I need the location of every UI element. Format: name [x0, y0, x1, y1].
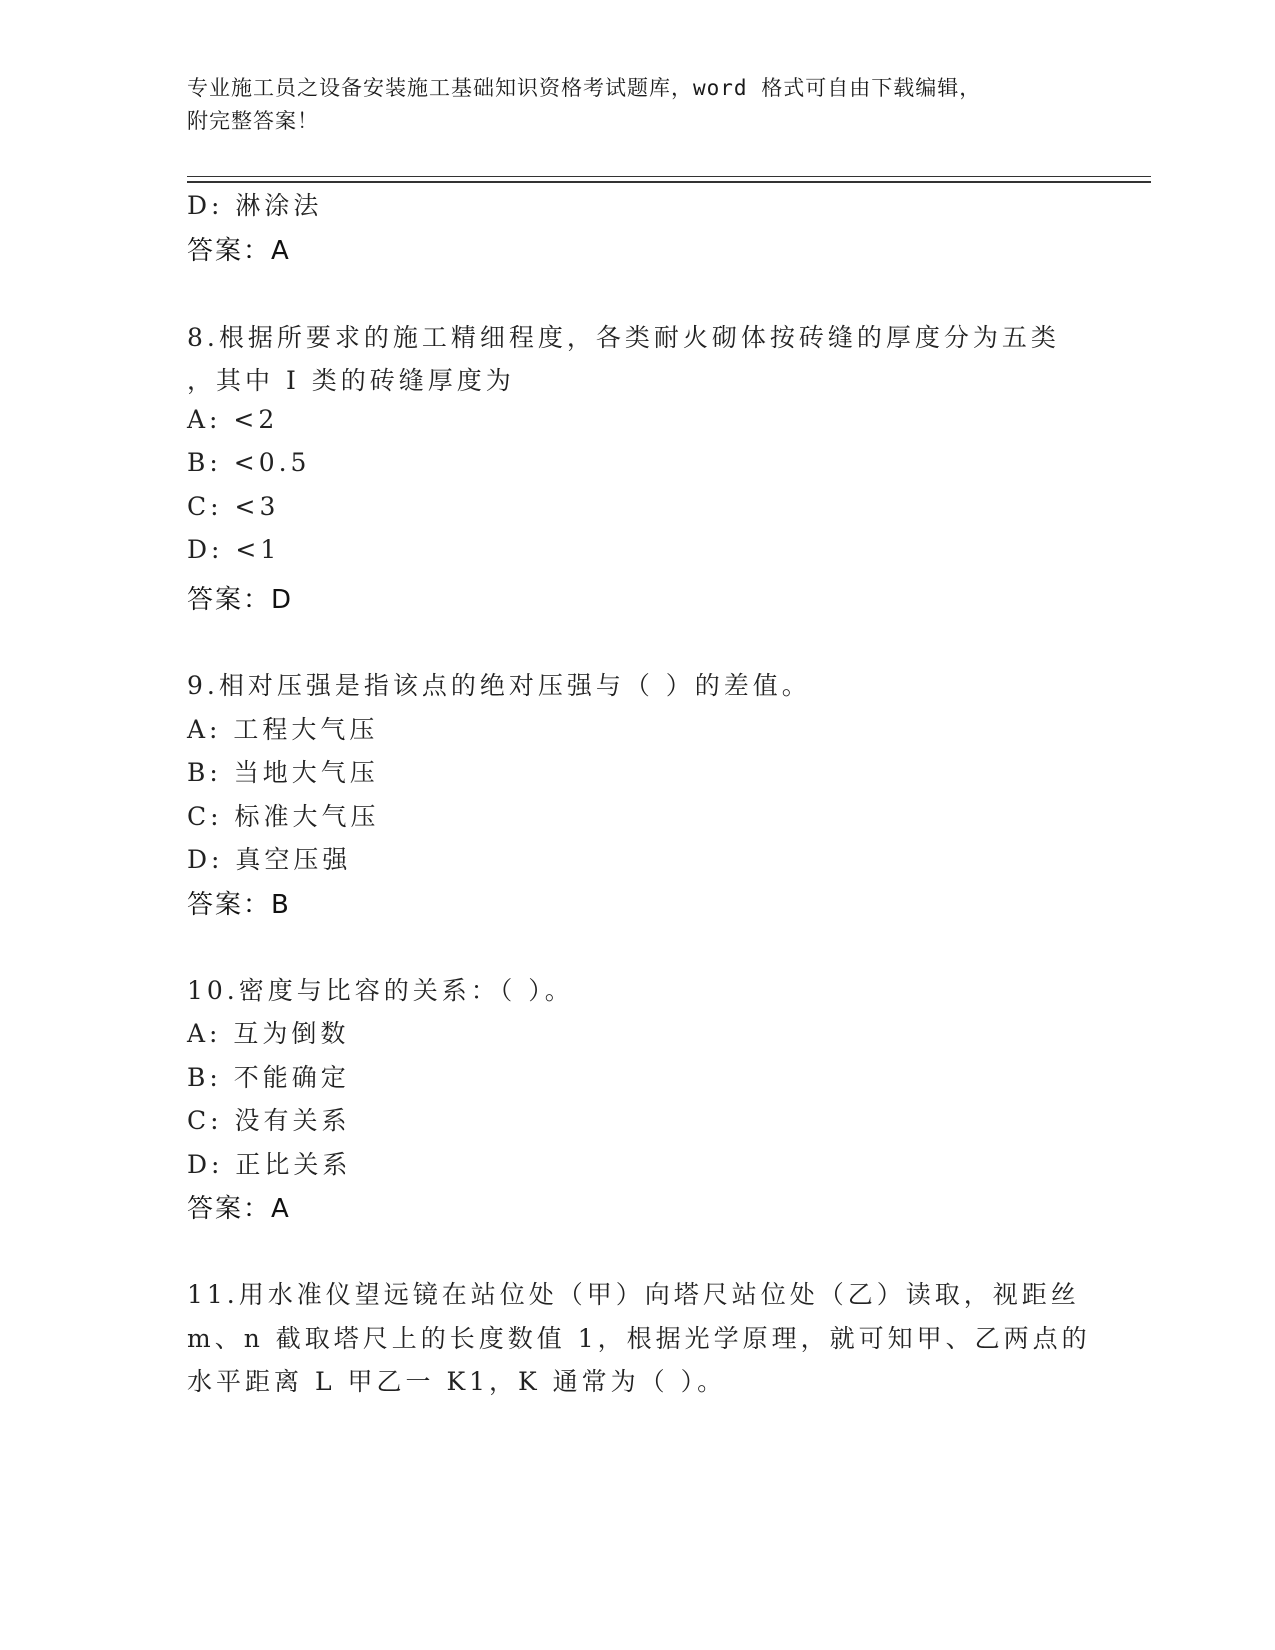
- q8-stem-line-2: ，其中 I 类的砖缝厚度为: [187, 366, 515, 395]
- header-divider-bottom: [187, 181, 1151, 183]
- q9-option-d: D: 真空压强: [187, 845, 352, 874]
- q8-answer: 答案：D: [187, 585, 294, 615]
- q9-stem-line-1: 9.相对压强是指该点的绝对压强与（ ）的差值。: [187, 671, 811, 700]
- header-line-2: 附完整答案！: [187, 109, 319, 133]
- q10-option-b: B: 不能确定: [187, 1063, 350, 1092]
- prev-option-d: D: 淋涂法: [187, 191, 323, 220]
- q8-option-d: D: <1: [187, 535, 281, 564]
- page-header: [187, 72, 1087, 138]
- q9-answer: 答案：B: [187, 890, 291, 920]
- q10-stem-line-1: 10.密度与比容的关系：（ ）。: [187, 976, 574, 1005]
- q10-option-d: D: 正比关系: [187, 1150, 352, 1179]
- q10-option-a: A: 互为倒数: [187, 1019, 350, 1048]
- q8-option-b: B: <0.5: [187, 448, 311, 477]
- prev-answer: 答案：A: [187, 236, 291, 266]
- q8-option-a: A: <2: [187, 405, 279, 434]
- q11-stem-line-2: m、n 截取塔尺上的长度数值 1，根据光学原理，就可知甲、乙两点的: [187, 1324, 1091, 1353]
- q11-stem-line-3: 水平距离 L 甲乙一 K1，K 通常为（ ）。: [187, 1367, 727, 1396]
- q9-option-a: A: 工程大气压: [187, 715, 379, 744]
- q8-stem-line-1: 8.根据所要求的施工精细程度，各类耐火砌体按砖缝的厚度分为五类: [187, 323, 1060, 352]
- q10-option-c: C: 没有关系: [187, 1106, 351, 1135]
- q11-stem-line-1: 11.用水准仪望远镜在站位处（甲）向塔尺站位处（乙）读取，视距丝: [187, 1280, 1080, 1309]
- header-line-1: 专业施工员之设备安装施工基础知识资格考试题库，word 格式可自由下载编辑，: [187, 76, 982, 100]
- q9-option-c: C: 标准大气压: [187, 802, 380, 831]
- q9-option-b: B: 当地大气压: [187, 758, 379, 787]
- q8-option-c: C: <3: [187, 492, 280, 521]
- header-divider-top: [187, 176, 1151, 177]
- q10-answer: 答案：A: [187, 1194, 291, 1224]
